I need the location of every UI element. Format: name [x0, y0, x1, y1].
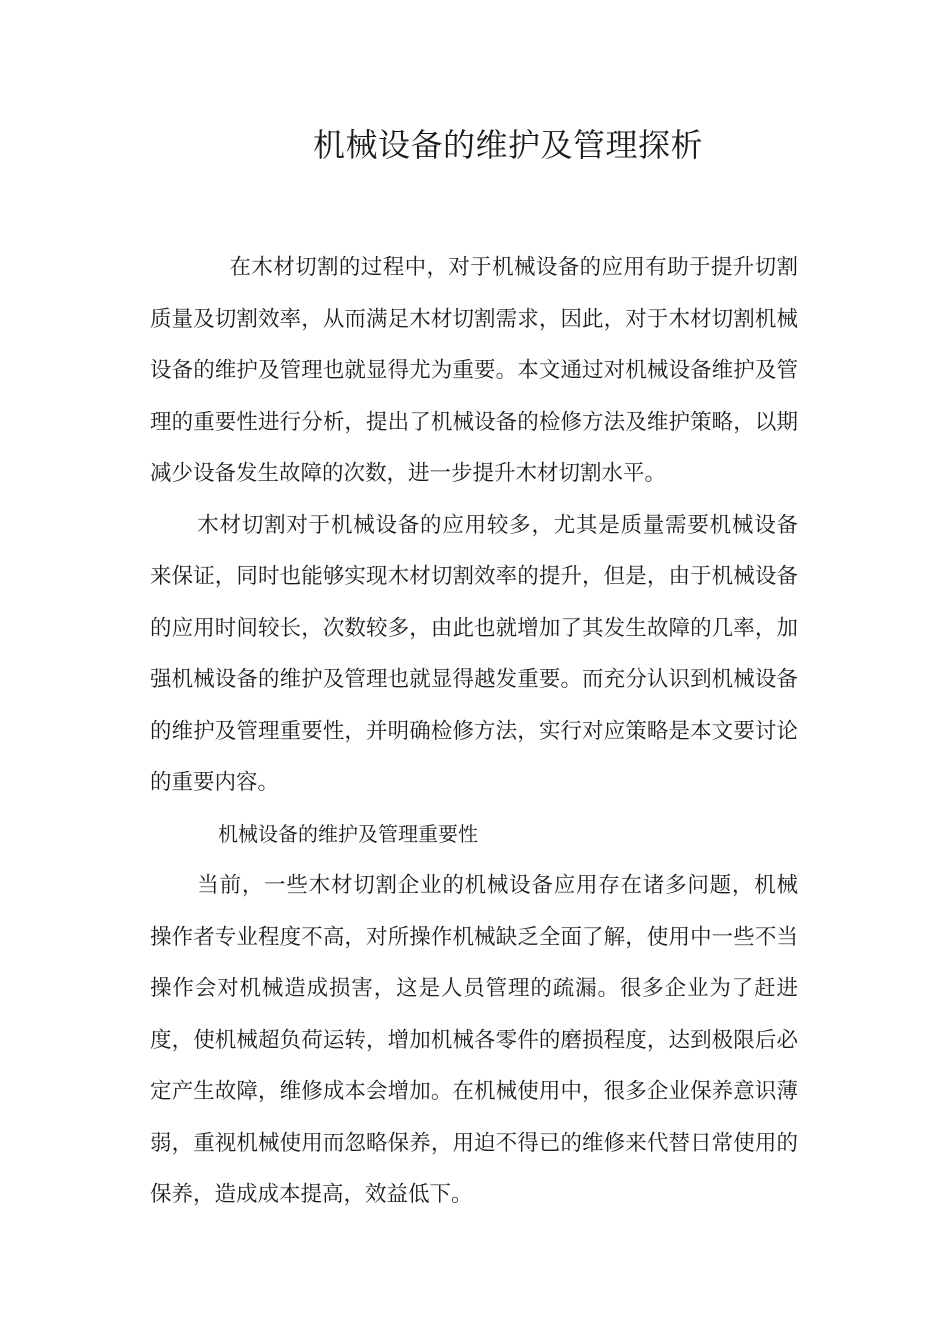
- intro-paragraph: 木材切割对于机械设备的应用较多，尤其是质量需要机械设备来保证，同时也能够实现木材切割效率的提升，但是，由于机械设备的应用时间较长，次数较多，由此也就增加了其发生故障的几率，加强机械设备的维护及管理也就显得越发重要。而充分认识到机械设备的维护及管理重要性，并明确检修方法，实行对应策略是本文要讨论的重要内容。: [150, 512, 798, 795]
- section-body-paragraph: 当前，一些木材切割企业的机械设备应用存在诸多问题，机械操作者专业程度不高，对所操作机械缺乏全面了解，使用中一些不当操作会对机械造成损害，这是人员管理的疏漏。很多企业为了赶进度，使机械超负荷运转，增加机械各零件的磨损程度，达到极限后必定产生故障，维修成本会增加。在机械使用中，很多企业保养意识薄弱，重视机械使用而忽略保养，用迫不得已的维修来代替日常使用的保养，造成成本提高，效益低下。: [150, 873, 798, 1207]
- document-body: [150, 242, 798, 1221]
- abstract-paragraph: 在木材切割的过程中，对于机械设备的应用有助于提升切割质量及切割效率，从而满足木材切割需求，因此，对于木材切割机械设备的维护及管理也就显得尤为重要。本文通过对机械设备维护及管理的重要性进行分析，提出了机械设备的检修方法及维护策略，以期减少设备发生故障的次数，进一步提升木材切割水平。: [150, 255, 798, 486]
- section-heading: 机械设备的维护及管理重要性: [218, 821, 478, 846]
- document-title: 机械设备的维护及管理探析: [312, 126, 703, 164]
